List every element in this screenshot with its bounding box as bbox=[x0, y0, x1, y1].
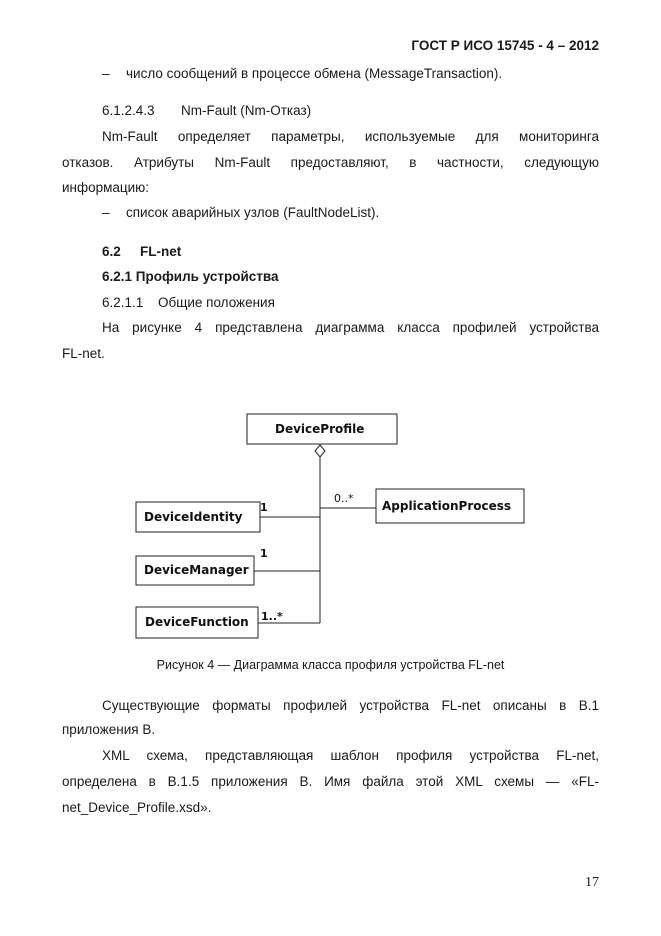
section-title-general: Общие положения bbox=[158, 295, 275, 310]
section-number-6-1-2-4-3: 6.1.2.4.3 bbox=[102, 103, 155, 118]
page-number: 17 bbox=[585, 875, 599, 890]
paragraph-xml-schema-line-3: net_Device_Profile.xsd». bbox=[62, 800, 212, 815]
paragraph-nm-fault-line-2: отказов. Атрибуты Nm-Fault предоставляют, в частности, следующую bbox=[62, 155, 599, 170]
multiplicity-device-function: 1..* bbox=[261, 610, 283, 623]
document-header: ГОСТ Р ИСО 15745 - 4 – 2012 bbox=[411, 38, 599, 53]
multiplicity-application-process: 0..* bbox=[334, 492, 354, 505]
class-name-device-profile: DeviceProfile bbox=[275, 422, 365, 436]
bullet-dash: – bbox=[102, 66, 110, 81]
section-number-6-2: 6.2 bbox=[102, 244, 121, 259]
paragraph-xml-schema-line-1: XML схема, представляющая шаблон профиля устройства FL-net, bbox=[102, 748, 599, 763]
multiplicity-device-manager: 1 bbox=[260, 547, 268, 560]
aggregation-diamond-icon bbox=[315, 445, 325, 457]
paragraph-nm-fault-line-3: информацию: bbox=[62, 180, 150, 195]
paragraph-nm-fault-line-1: Nm-Fault определяет параметры, используемые для мониторинга bbox=[102, 129, 599, 144]
section-title-fl-net: FL-net bbox=[140, 244, 182, 259]
paragraph-xml-schema-line-2: определена в В.1.5 приложения В. Имя файла этой XML схемы — «FL- bbox=[62, 774, 599, 789]
paragraph-formats-line-1: Существующие форматы профилей устройства FL-net описаны в В.1 bbox=[102, 698, 599, 713]
figure-caption: Рисунок 4 — Диаграмма класса профиля устройства FL-net bbox=[156, 658, 505, 672]
multiplicity-device-identity: 1 bbox=[260, 501, 268, 514]
paragraph-formats-line-2: приложения В. bbox=[62, 722, 156, 737]
class-name-application-process: ApplicationProcess bbox=[382, 499, 512, 513]
class-name-device-manager: DeviceManager bbox=[144, 563, 249, 577]
bullet-text-message-transaction: число сообщений в процессе обмена (MessageTransaction). bbox=[126, 66, 503, 81]
class-name-device-identity: DeviceIdentity bbox=[144, 510, 243, 524]
bullet-text-fault-node-list: список аварийных узлов (FaultNodeList). bbox=[126, 205, 380, 220]
section-title-nm-fault: Nm-Fault (Nm-Отказ) bbox=[181, 103, 312, 118]
paragraph-figure-ref-line-2: FL-net. bbox=[62, 346, 105, 361]
section-number-6-2-1-1: 6.2.1.1 bbox=[102, 295, 144, 310]
section-heading-6-2-1: 6.2.1 Профиль устройства bbox=[102, 269, 279, 284]
class-name-device-function: DeviceFunction bbox=[145, 615, 249, 629]
paragraph-figure-ref-line-1: На рисунке 4 представлена диаграмма класса профилей устройства bbox=[102, 320, 599, 335]
bullet-dash: – bbox=[102, 205, 110, 220]
